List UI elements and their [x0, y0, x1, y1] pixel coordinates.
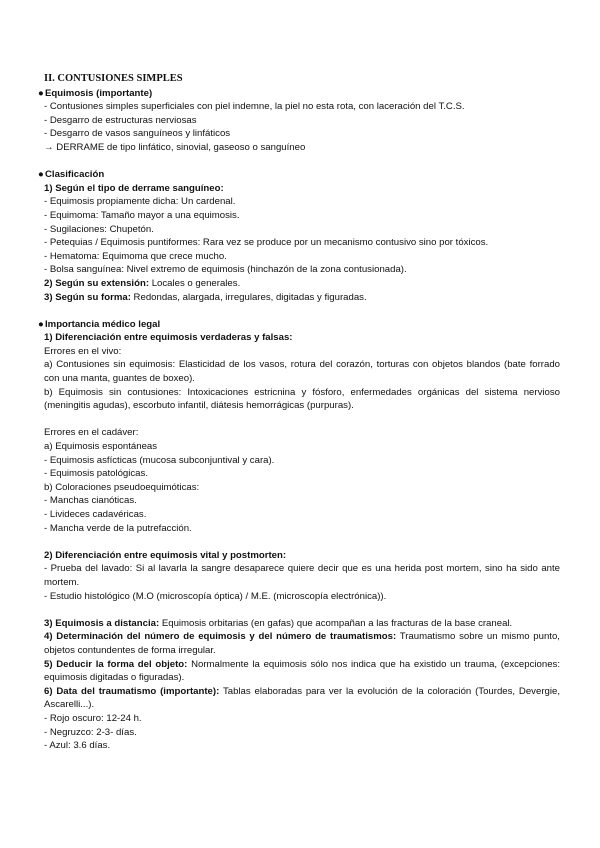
document-page [38, 72, 560, 753]
importancia-heading: ●Importancia médico legal [38, 318, 161, 330]
spacer [44, 535, 560, 549]
clasificacion-item: - Sugilaciones: Chupetón. [44, 223, 154, 235]
sub2-item: - Estudio histológico (M.O (microscopía óptica) / M.E. (microscopía electrónica)). [44, 590, 387, 602]
vivo-b-paragraph: b) Equimosis sin contusiones: Intoxicaciones estricnina y fósforo, enfermedades orgánicas del sistema nervioso (meningitis agudas), escorbuto infantil, diátesis hemorrágicas (purpuras). [44, 386, 560, 412]
clasificacion-sub1: 1) Según el tipo de derrame sanguíneo: [44, 182, 224, 194]
clasificacion-item: - Petequias / Equimosis puntiformes: Rara vez se produce por un mecanismo contusivo sino por tóxicos. [44, 237, 489, 249]
equimosis-item: - Desgarro de estructuras nerviosas [44, 114, 197, 126]
errores-vivo-label: Errores en el vivo: [44, 345, 122, 357]
importancia-sub5: 5) Deducir la forma del objeto: Normalmente la equimosis sólo nos indica que ha existido un trauma, (excepciones: equimosis digitadas o figuradas). [44, 658, 560, 684]
bullet-icon: ● [38, 169, 44, 181]
cadaver-item: b) Coloraciones pseudoequimóticas: [44, 481, 200, 493]
cadaver-item: - Mancha verde de la putrefacción. [44, 522, 192, 534]
clasificacion-sub2: 2) Según su extensión: Locales o generales. [44, 277, 241, 289]
clasificacion-item: - Bolsa sanguínea: Nivel extremo de equimosis (hinchazón de la zona contusionada). [44, 264, 407, 276]
equimosis-item: - Desgarro de vasos sanguíneos y linfáticos [44, 128, 231, 140]
cadaver-item: - Livideces cadavéricas. [44, 509, 147, 520]
bullet-icon: ● [38, 318, 44, 330]
clasificacion-item: - Equimosis propiamente dicha: Un cardenal. [44, 196, 236, 208]
cadaver-item: - Manchas cianóticas. [44, 495, 137, 507]
importancia-sub1: 1) Diferenciación entre equimosis verdaderas y falsas: [44, 332, 293, 344]
equimosis-item: - Contusiones simples superficiales con piel indemne, la piel no esta rota, con laceración del T.C.S. [44, 101, 465, 113]
spacer [44, 413, 560, 427]
vivo-a-paragraph: a) Contusiones sin equimosis: Elasticidad de los vasos, rotura del corazón, torturas con objetos blandos (bate forrado con una manta, guantes de boxeo). [44, 359, 560, 385]
spacer [44, 304, 560, 318]
cadaver-item: a) Equimosis espontáneas [44, 441, 158, 453]
equimosis-heading: ●Equimosis (importante) [38, 87, 153, 99]
importancia-sub2: 2) Diferenciación entre equimosis vital y postmorten: [44, 549, 287, 561]
importancia-sub4: 4) Determinación del número de equimosis y del número de traumatismos: Traumatismo sobre un mismo punto, objetos contundentes de forma irregular. [44, 631, 560, 656]
clasificacion-heading: ●Clasificación [38, 169, 105, 181]
importancia-sub6: 6) Data del traumatismo (importante): Tablas elaboradas para ver la evolución de la coloración (Tourdes, Devergie, Ascarelli...). [44, 685, 560, 711]
cadaver-item: - Equimosis asfícticas (mucosa subconjuntival y cara). [44, 454, 275, 466]
section-title: II. CONTUSIONES SIMPLES [44, 73, 183, 84]
equimosis-item: → DERRAME de tipo linfático, sinovial, gaseoso o sanguíneo [44, 141, 306, 153]
spacer [44, 155, 560, 169]
clasificacion-sub3: 3) Según su forma: Redondas, alargada, irregulares, digitadas y figuradas. [44, 291, 367, 303]
sub6-item: - Rojo oscuro: 12-24 h. [44, 712, 142, 724]
sub6-item: - Negruzco: 2-3- días. [44, 726, 137, 738]
cadaver-item: - Equimosis patológicas. [44, 468, 148, 480]
sub2-item: - Prueba del lavado: Si al lavarla la sangre desaparece quiere decir que es una herida post mortem, sino ha sido ante mortem. [44, 563, 560, 588]
importancia-sub3: 3) Equimosis a distancia: Equimosis orbitarias (en gafas) que acompañan a las fracturas de la base craneal. [44, 617, 513, 629]
clasificacion-item: - Equimoma: Tamaño mayor a una equimosis. [44, 209, 240, 221]
spacer [44, 603, 560, 617]
clasificacion-item: - Hematoma: Equimoma que crece mucho. [44, 250, 227, 262]
sub6-item: - Azul: 3.6 días. [44, 740, 111, 752]
errores-cadaver-label: Errores en el cadáver: [44, 427, 139, 439]
bullet-icon: ● [38, 87, 44, 99]
